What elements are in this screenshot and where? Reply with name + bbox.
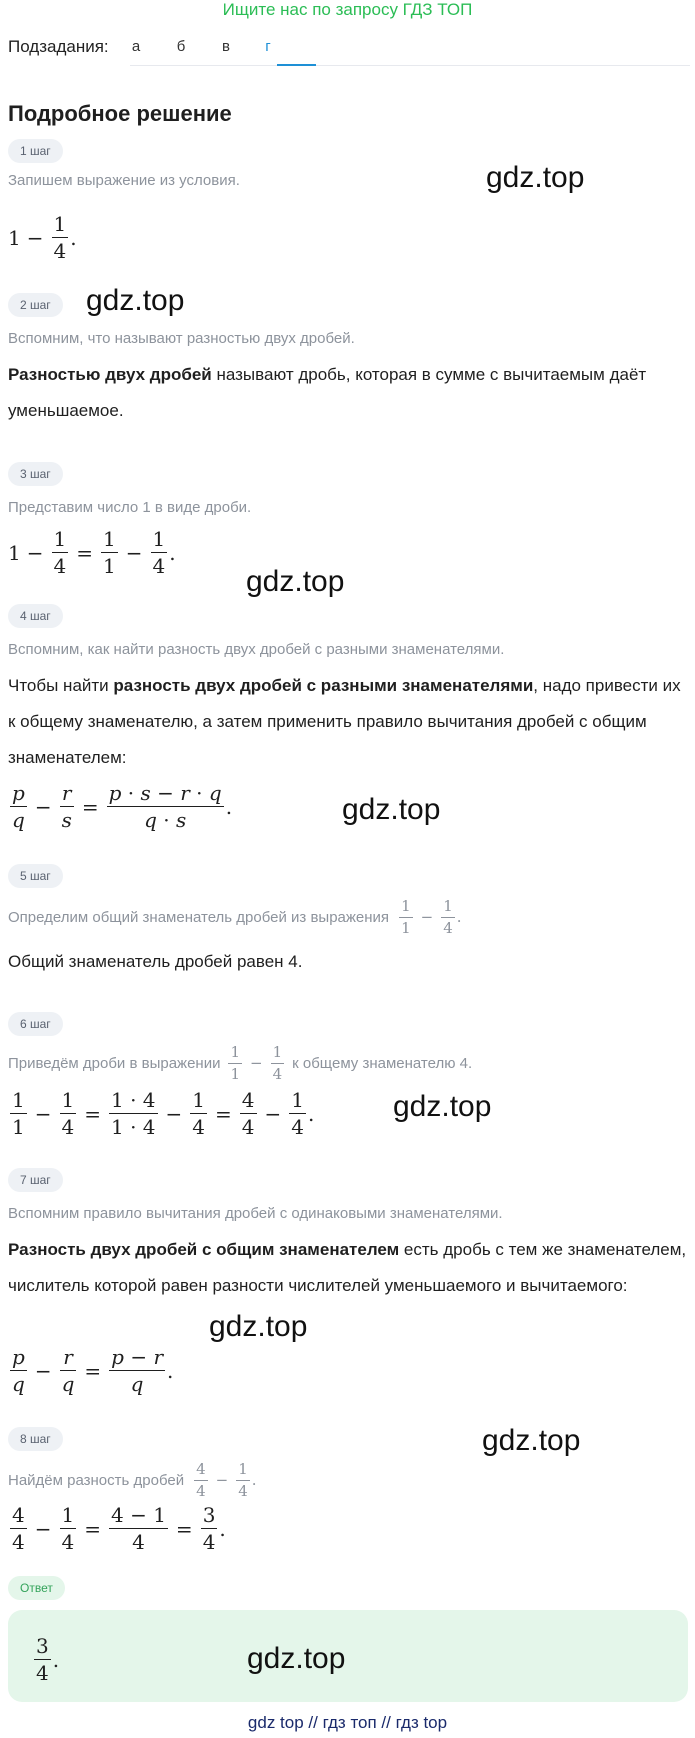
formula: $\frac{4}{4}$ − $\frac{1}{4}$ = $\frac{4 - 1}{4}$ = $\frac{3}{4}$ . bbox=[12, 1503, 226, 1554]
watermark: gdz.top bbox=[246, 565, 345, 598]
step-hint: Вспомним, что называют разностью двух дробей. bbox=[8, 330, 355, 347]
rule-text: Разность двух дробей с общим знаменателем есть дробь с тем же знаменателем, числитель которой равен разности числителей уменьшаемого и вычитаемого: bbox=[8, 1240, 687, 1295]
inline-formula: $\frac{1}{1}$ − $\frac{1}{4}$ . bbox=[401, 897, 462, 937]
step-badge: 5 шаг bbox=[8, 864, 63, 888]
rule-term: разность двух дробей с разными знаменателями bbox=[113, 676, 534, 695]
promo-banner: Ищите нас по запросу ГДЗ ТОП bbox=[222, 0, 473, 19]
inline-formula: $\frac{4}{4}$ − $\frac{1}{4}$ . bbox=[196, 1460, 257, 1500]
rule-text: Чтобы найти разность двух дробей с разными знаменателями, надо привести их к общему знаменателю, а затем применить правило вычитания дробей с общим знаменателем: bbox=[8, 676, 681, 767]
tabs-divider bbox=[130, 65, 690, 66]
section-title: Подробное решение bbox=[8, 101, 232, 126]
inline-formula: $\frac{1}{1}$ − $\frac{1}{4}$ bbox=[230, 1043, 283, 1083]
watermark: gdz.top bbox=[482, 1424, 581, 1457]
step-hint: Представим число 1 в виде дроби. bbox=[8, 499, 252, 516]
step-badge: 6 шаг bbox=[8, 1012, 63, 1036]
answer-formula: $\frac{3}{4}$ . bbox=[36, 1634, 60, 1685]
step-badge: 3 шаг bbox=[8, 462, 63, 486]
result-text: Общий знаменатель дробей равен 4. bbox=[8, 952, 303, 971]
formula: 1 − $\frac{1}{4}$ . bbox=[8, 212, 77, 263]
footer-links[interactable]: gdz top // гдз топ // гдз top bbox=[247, 1713, 448, 1732]
formula: $\frac{p}{q}$ − $\frac{r}{q}$ = $\frac{p - r}{q}$ . bbox=[12, 1345, 174, 1396]
tab-b[interactable]: б bbox=[176, 38, 186, 55]
watermark: gdz.top bbox=[86, 284, 185, 317]
step-hint: Вспомним правило вычитания дробей с одинаковыми знаменателями. bbox=[8, 1205, 503, 1222]
active-tab-indicator bbox=[277, 64, 316, 66]
step-hint: Запишем выражение из условия. bbox=[8, 172, 240, 189]
tab-g[interactable]: г bbox=[265, 38, 271, 55]
formula: $\frac{1}{1}$ − $\frac{1}{4}$ = $\frac{1 \cdot 4}{1 \cdot 4}$ − $\frac{1}{4}$ = $\frac{4}{4}$ − $\frac{1}{4}$ . bbox=[12, 1088, 315, 1139]
step-badge: 1 шаг bbox=[8, 139, 63, 163]
tab-a[interactable]: а bbox=[131, 38, 141, 55]
watermark: gdz.top bbox=[247, 1642, 346, 1675]
tab-v[interactable]: в bbox=[222, 38, 230, 55]
step-hint: Найдём разность дробей $\frac{4}{4}$ − $\frac{1}{4}$ . bbox=[8, 1460, 257, 1500]
rule-term: Разность двух дробей с общим знаменателем bbox=[8, 1240, 400, 1259]
step-badge: 8 шаг bbox=[8, 1427, 63, 1451]
subtasks-label: Подзадания: bbox=[8, 37, 109, 56]
formula: 1 − $\frac{1}{4}$ = $\frac{1}{1}$ − $\frac{1}{4}$ . bbox=[8, 527, 176, 578]
watermark: gdz.top bbox=[342, 793, 441, 826]
answer-box bbox=[8, 1610, 688, 1702]
watermark: gdz.top bbox=[393, 1090, 492, 1123]
watermark: gdz.top bbox=[209, 1310, 308, 1343]
watermark: gdz.top bbox=[486, 161, 585, 194]
step-hint: Вспомним, как найти разность двух дробей с разными знаменателями. bbox=[8, 641, 505, 658]
answer-badge: Ответ bbox=[8, 1576, 65, 1600]
formula: $\frac{p}{q}$ − $\frac{r}{s}$ = $\frac{p \cdot s - r \cdot q}{q \cdot s}$ . bbox=[12, 781, 233, 832]
step-hint: Определим общий знаменатель дробей из выражения $\frac{1}{1}$ − $\frac{1}{4}$ . bbox=[8, 897, 462, 937]
step-badge: 7 шаг bbox=[8, 1168, 63, 1192]
step-hint: Приведём дроби в выражении $\frac{1}{1}$ − $\frac{1}{4}$ к общему знаменателю 4. bbox=[8, 1043, 473, 1083]
step-badge: 4 шаг bbox=[8, 604, 63, 628]
definition-body: называют дробь, которая в сумме с вычитаемым даёт уменьшаемое. bbox=[8, 365, 647, 420]
definition-term: Разностью двух дробей bbox=[8, 365, 212, 384]
definition-text bbox=[8, 357, 688, 429]
step-badge: 2 шаг bbox=[8, 293, 63, 317]
